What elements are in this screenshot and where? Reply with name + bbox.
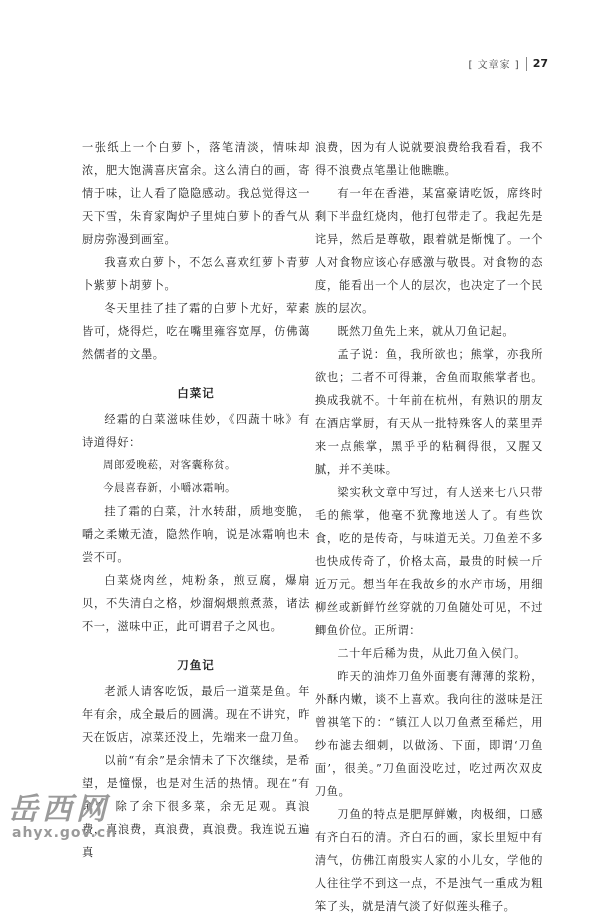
body-paragraph: 孟子说：鱼，我所欲也；熊掌，亦我所欲也；二者不可得兼，舍鱼而取熊掌者也。换成我就不。十年前在杭州，有熟识的朋友在酒店掌厨，有天从一批特殊客人的菜里弄来一点熊掌，黑乎乎的粘稠得很，又腥又腻，并不美味。 [315,348,543,476]
left-column [82,136,310,864]
running-header [469,56,548,71]
body-paragraph: 挂了霜的白菜，汁水转甜，质地变脆，嚼之柔嫩无渣，隐然作响，说是冰霜响也未尝不可。 [82,505,310,564]
body-paragraph: 老派人请客吃饭，最后一道菜是鱼。年年有余，成全最后的圆满。现在不讲究，昨天在饭店，凉菜还没上，先端来一盘刀鱼。 [82,685,310,744]
body-paragraph: 有一年在香港，某富豪请吃饭，席终时剩下半盘红烧肉，他打包带走了。我起先是诧异，然后是尊敬，跟着就是惭愧了。一个人对食物应该心存感激与敬畏。对食物的态度，能看出一个人的层次，也决定了一个民族的层次。 [315,187,543,315]
body-paragraph: 梁实秋文章中写过，有人送来七八只带毛的熊掌，他毫不犹豫地送人了。有些饮食，吃的是传奇，与味道无关。刀鱼差不多也快成传奇了，价格太高，最贵的时候一斤近万元。想当年在我故乡的水产市场，用细柳丝或新鲜竹丝穿就的刀鱼随处可见，不过鲫鱼价位。正所谓： [315,486,543,637]
intro-paragraph: 一张纸上一个白萝卜，落笔清淡，情味却浓，肥大饱满喜庆富余。这么清白的画，寄情于味，让人看了隐隐感动。我总觉得这一天下雪，朱育家陶炉子里炖白萝卜的香气从厨房弥漫到画室。 [82,141,310,246]
header-divider [526,57,527,71]
continued-paragraph: 浪费，因为有人说就要浪费给我看看，我不得不浪费点笔墨让他瞧瞧。 [315,141,543,177]
body-paragraph: 二十年后稀为贵，从此刀鱼入侯门。 [337,647,526,660]
body-paragraph: 经霜的白菜滋味佳妙，《四蔬十咏》有诗道得好： [82,413,310,449]
section-tag: [ 文章家 ] [468,60,520,71]
body-paragraph: 既然刀鱼先上来，就从刀鱼记起。 [337,325,515,338]
poem-line: 今晨喜春新，小嚼冰霜响。 [103,482,237,494]
section-title-baicai: 白菜记 [177,386,215,400]
intro-paragraph: 冬天里挂了挂了霜的白萝卜尤好，荤素皆可，烧得烂，吃在嘴里雍容宽厚，仿佛蔼然儒者的文墨。 [82,302,310,361]
right-column [315,136,543,918]
body-paragraph: 刀鱼的特点是肥厚鲜嫩，肉极细，口感有齐白石的清。齐白石的画，家长里短中有清气，仿佛江南殷实人家的小儿女，学他的人往往学不到这一点，不是浊气一重成为粗笨了头，就是清气淡了好似莲头稚子。 [315,808,543,913]
intro-paragraph: 我喜欢白萝卜，不怎么喜欢红萝卜青萝卜紫萝卜胡萝卜。 [82,256,310,292]
page-number: 27 [532,57,548,70]
poem-line: 周郎爱晚菘，对客囊称贫。 [103,459,237,471]
body-paragraph: 以前“有余”是余情未了下次继续，是希望，是憧憬，也是对生活的热情。现在“有余”，除了余下很多菜，余无足观。真浪费，真浪费，真浪费，真浪费。我连说五遍真 [82,754,310,859]
site-watermark [8,792,118,841]
body-paragraph: 白菜烧肉丝，炖粉条，煎豆腐，爆扇贝，不失清白之格，炒溜焖煨煎煮蒸，诸法不一，滋味中正，此可谓君子之风也。 [82,574,310,633]
body-paragraph: 昨天的油炸刀鱼外面裹有薄薄的浆粉，外酥内嫩，谈不上喜欢。我向往的滋味是汪曾祺笔下的：“镇江人以刀鱼煮至稀烂，用纱布滤去细刺，以做汤、下面，即谓‘刀鱼面’，很美。”刀鱼面没吃过，吃过两次双皮刀鱼。 [315,670,543,798]
watermark-url: ahyx.gov.cn [12,825,118,841]
watermark-logo: 岳西网 [8,792,110,827]
section-title-daoyu: 刀鱼记 [177,658,215,672]
